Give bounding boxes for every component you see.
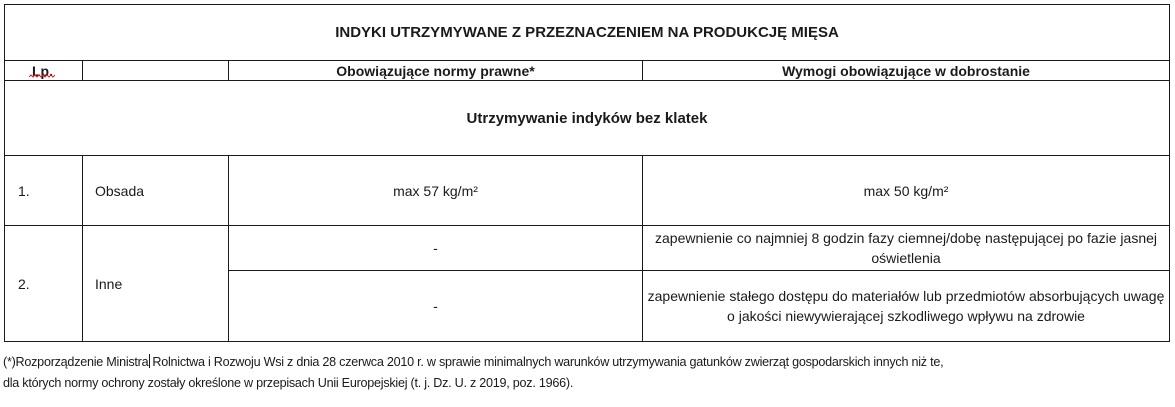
row-legal-norm: - (229, 271, 643, 342)
table-title-row (5, 5, 1170, 61)
row-number: 1. (5, 156, 83, 226)
header-legal: Obowiązujące normy prawne* (229, 61, 643, 81)
text-cursor-mark (149, 354, 150, 368)
footnote-text-rest: Rolnictwa i Rozwoju Wsi z dnia 28 czerwca 2010 r. w sprawie minimalnych warunków utrzymywania gatunków zwierząt gospodarskich innych niż te, (152, 355, 944, 369)
row-number: 2. (5, 226, 83, 342)
table-title: INDYKI UTRZYMYWANE Z PRZEZNACZENIEM NA PRODUKCJĘ MIĘSA (5, 5, 1170, 61)
row-welfare-requirement: zapewnienie co najmniej 8 godzin fazy ciemnej/dobę następującej po fazie jasnej oświetlenia (643, 226, 1170, 271)
spellcheck-underline-icon (29, 74, 55, 79)
regulation-table (4, 4, 1170, 342)
header-lp (5, 61, 83, 81)
section-row (5, 81, 1170, 156)
row-legal-norm: max 57 kg/m² (229, 156, 643, 226)
header-welfare: Wymogi obowiązujące w dobrostanie (643, 61, 1170, 81)
section-title: Utrzymywanie indyków bez klatek (5, 81, 1170, 156)
row-welfare-requirement: zapewnienie stałego dostępu do materiałów lub przedmiotów absorbujących uwagę o jakości niewywierającej szkodliwego wpływu na zdrowie (643, 271, 1170, 342)
footnote (3, 352, 1171, 394)
footnote-line (3, 352, 1171, 373)
footnote-line: dla których normy ochrony zostały określone w przepisach Unii Europejskiej (t. j. Dz. U. z 2019, poz. 1966). (3, 376, 574, 390)
row-name: Obsada (83, 156, 229, 226)
table-row (5, 226, 1170, 271)
table-row (5, 156, 1170, 226)
regulation-table-frame (4, 4, 1169, 342)
row-welfare-requirement: max 50 kg/m² (643, 156, 1170, 226)
header-empty (83, 61, 229, 81)
header-lp-label: Lp. (32, 62, 53, 79)
footnote-text-start: (*)Rozporządzenie Ministra (3, 355, 149, 369)
row-name: Inne (83, 226, 229, 342)
row-legal-norm: - (229, 226, 643, 271)
header-row (5, 61, 1170, 81)
